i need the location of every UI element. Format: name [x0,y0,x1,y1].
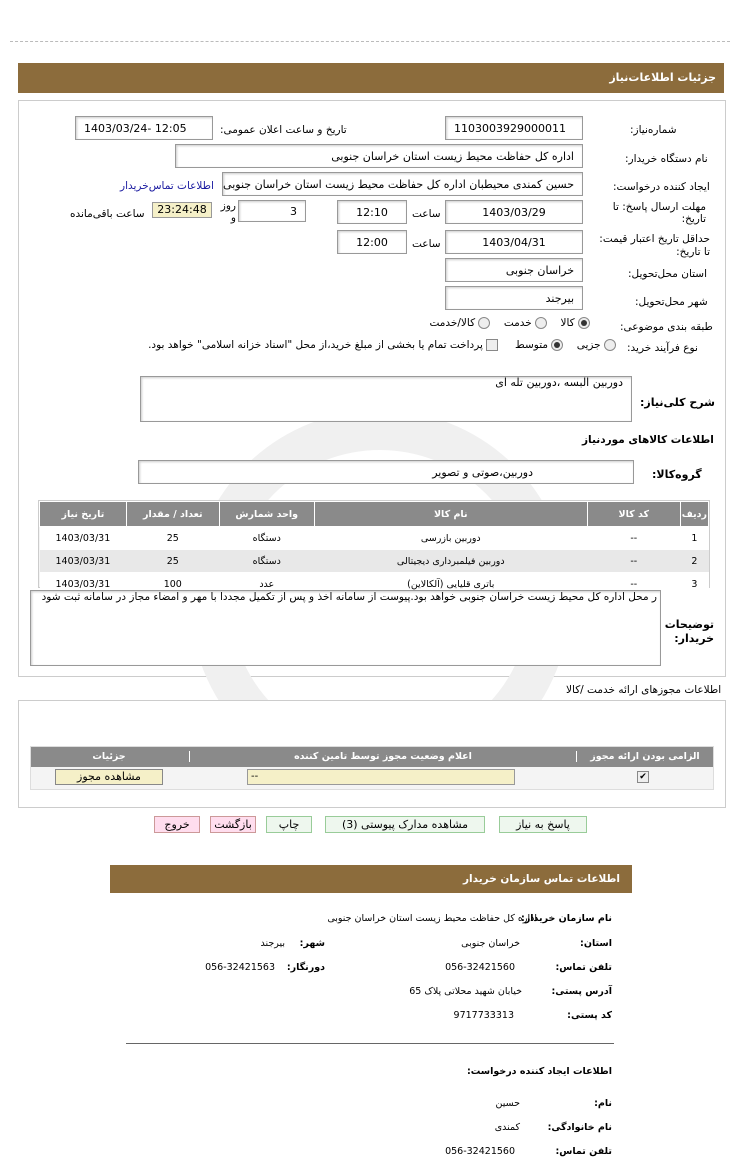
cell-code: -- [587,527,680,550]
creator-phone-label: تلفن تماس: [555,1146,612,1157]
deadline-date-field: 1403/03/29 [445,200,583,224]
contact-org: اداره کل حفاظت محیط زیست استان خراسان جنوبی [327,913,537,924]
contact-title: اطلاعات تماس سازمان خریدار [463,873,620,885]
contact-org-label: نام سازمان خریدار: [521,913,612,924]
deadline-time-label: ساعت [412,208,441,220]
goods-group-label: گروه‌کالا: [652,468,702,481]
permits-table [30,746,714,790]
cell-unit: عدد [219,573,314,596]
buyer-contact-link[interactable]: اطلاعات تماس‌خریدار [120,180,214,192]
days-label: روز و [220,200,236,224]
contact-province-label: استان: [580,938,612,949]
buyer-org-label: نام دستگاه خریدار: [625,153,708,165]
process-radio-medium[interactable] [551,339,563,351]
col-qty: تعداد / مقدار [126,502,219,527]
permits-col-status: اعلام وضعیت مجوز توسط تامین کننده [189,751,577,762]
cell-qty: 25 [126,550,219,573]
category-radio-both[interactable] [478,317,490,329]
contact-address-label: آدرس پستی: [551,986,612,997]
contact-city-label: شهر: [299,938,325,949]
exit-button[interactable]: خروج [154,816,200,833]
validity-time-label: ساعت [412,238,441,250]
contact-phone: 056-32421560 [445,962,515,973]
view-permit-button[interactable]: مشاهده مجوز [55,769,163,785]
process-radio-minor[interactable] [604,339,616,351]
category-label: طبقه بندی موضوعی: [620,321,713,333]
announce-label: تاریخ و ساعت اعلان عمومی: [220,124,347,136]
validity-label: حداقل تاریخ اعتبار قیمت: تا تاریخ: [599,233,710,258]
print-button[interactable]: چاپ [266,816,312,833]
creator-name-label: نام: [594,1098,612,1109]
category-option-both: کالا/خدمت [429,317,476,329]
permit-required-checkbox: ✔ [637,771,649,783]
reply-button[interactable]: پاسخ به نیاز [499,816,587,833]
cell-name: دوربین فیلمبرداری دیجیتالی [314,550,587,573]
contact-province: خراسان جنوبی [461,938,520,949]
remaining-time: 23:24:48 [152,202,212,218]
cell-name: دوربین بازرسی [314,527,587,550]
permits-title: اطلاعات مجوزهای ارائه خدمت /کالا [566,684,722,696]
creator-label: ایجاد کننده درخواست: [613,181,710,193]
permits-col-required: الزامی بودن ارائه مجوز [590,751,700,762]
contact-phone-label: تلفن تماس: [555,962,612,973]
contact-fax-label: دورنگار: [286,962,325,973]
cell-qty: 25 [126,527,219,550]
process-option-medium: متوسط [515,339,548,351]
announce-field: 1403/03/24- 12:05 [75,116,213,140]
contact-header [110,865,632,893]
cell-code: -- [587,550,680,573]
buyer-org-field: اداره کل حفاظت محیط زیست استان خراسان جنوبی [175,144,583,168]
goods-table-wrapper [38,500,710,588]
creator-phone: 056-32421560 [445,1146,515,1157]
buyer-notes-field: ر محل اداره کل محیط زیست خراسان جنوبی خواهد بود.پیوست از سامانه اخذ و پس از تکمیل مجددا با مهر و امضاء مجاز در سامانه ثبت شود [30,590,661,666]
goods-table [39,501,709,596]
back-button[interactable]: بازگشت [210,816,256,833]
page-header [18,63,724,93]
process-radio-group [148,339,616,351]
cell-date: 1403/03/31 [40,573,127,596]
permit-status-field: -- [247,769,515,785]
contact-divider [126,1043,614,1044]
category-radio-service[interactable] [535,317,547,329]
cell-row: 2 [680,550,708,573]
goods-info-label: اطلاعات کالاهای موردنیاز [582,434,714,446]
deadline-time-field: 12:10 [337,200,407,224]
col-unit: واحد شمارش [219,502,314,527]
col-row: ردیف [680,502,708,527]
goods-table-header [40,502,709,527]
province-field: خراسان جنوبی [445,258,583,282]
cell-unit: دستگاه [219,550,314,573]
permits-col-details: جزئیات [92,751,126,762]
table-row[interactable] [40,550,709,573]
category-radio-goods[interactable] [578,317,590,329]
need-number-label: شماره‌نیاز: [630,124,677,136]
contact-fax: 056-32421563 [205,962,275,973]
category-radio-group [429,317,590,329]
contact-postal-label: کد پستی: [567,1010,612,1021]
attachments-button[interactable]: مشاهده مدارک پیوستی (3) [325,816,485,833]
top-divider [10,41,730,42]
cell-row: 1 [680,527,708,550]
col-name: نام کالا [314,502,587,527]
deadline-label: مهلت ارسال پاسخ: تا تاریخ: [612,201,706,225]
col-code: کد کالا [587,502,680,527]
cell-name: باتری قلیایی (آلکالاین) [314,573,587,596]
creator-section-title: اطلاعات ایجاد کننده درخواست: [466,1066,612,1077]
buyer-notes-label: توضیحات خریدار: [664,618,714,645]
payment-checkbox[interactable] [486,339,498,351]
creator-name: حسین [495,1098,520,1109]
process-label: نوع فرآیند خرید: [627,342,698,354]
cell-unit: دستگاه [219,527,314,550]
need-number-field: 1103003929000011 [445,116,583,140]
city-label: شهر محل‌تحویل: [635,296,708,308]
validity-date-field: 1403/04/31 [445,230,583,254]
remaining-label: ساعت باقی‌مانده [70,208,145,220]
process-option-minor: جزیی [576,339,601,351]
goods-group-field: دوربین،صوتی و تصویر [138,460,634,484]
cell-code: -- [587,573,680,596]
validity-time-field: 12:00 [337,230,407,254]
category-option-service: خدمت [503,317,532,329]
creator-field: حسین کمندی محیطبان اداره کل حفاظت محیط زیست استان خراسان جنوبی [222,172,583,196]
table-row[interactable] [40,527,709,550]
summary-label: شرح کلی‌نیاز: [640,396,715,409]
payment-note: پرداخت تمام یا بخشی از مبلغ خرید،از محل "اسناد خزانه اسلامی" خواهد بود. [148,339,483,351]
cell-qty: 100 [126,573,219,596]
summary-field: دوربین البسه ،دوربین تله ای [140,376,632,422]
contact-address: خیابان شهید محلاتی پلاک 65 [409,986,522,997]
cell-row: 3 [680,573,708,596]
province-label: استان محل‌تحویل: [628,268,708,280]
cell-date: 1403/03/31 [40,527,127,550]
category-option-goods: کالا [560,317,575,329]
contact-city: بیرجند [260,938,285,949]
creator-family: کمندی [494,1122,520,1133]
days-field: 3 [238,200,306,222]
page-title: جزئیات اطلاعات‌نیاز [609,71,716,84]
col-date: تاریخ نیاز [40,502,127,527]
contact-postal: 9717733313 [453,1010,514,1021]
cell-date: 1403/03/31 [40,550,127,573]
city-field: بیرجند [445,286,583,310]
creator-family-label: نام خانوادگی: [547,1122,612,1133]
